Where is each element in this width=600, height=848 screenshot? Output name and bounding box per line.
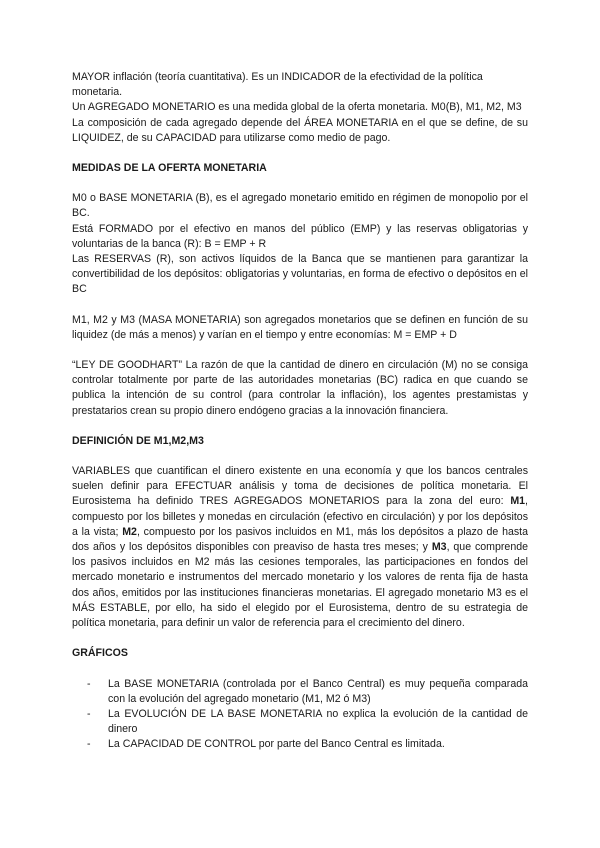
list-item-text: La CAPACIDAD DE CONTROL por parte del Banco Central es limitada.	[108, 738, 445, 751]
spacer	[72, 419, 528, 434]
section-heading-graficos: GRÁFICOS	[72, 647, 128, 660]
term-m3: M3	[431, 541, 447, 554]
term-m2: M2	[122, 525, 137, 538]
paragraph-goodhart: “LEY DE GOODHART” La razón de que la cantidad de dinero en circulación (M) no se consiga controlar totalmente por parte de las autoridades monetarias (BC) radica en que cuando se publica la intención de su control (para controlar la inflación), los agentes prestamistas y prestatarios crean su propio dinero endógeno gracias a la innovación financiera.	[72, 359, 528, 417]
paragraph-masa-monetaria: M1, M2 y M3 (MASA MONETARIA) son agregados monetarios que se definen en función de su liquidez (de más a menos) y varían en el tiempo y entre economías: M = EMP + D	[72, 313, 528, 341]
definicion-text-1: VARIABLES que cuantifican el dinero existente en una economía y que los bancos centrales suelen definir para EFECTUAR análisis y toma de decisiones de política monetaria. El Eurosistema ha definido TRES AGREGADOS MONETARIOS para la zona del euro:	[72, 465, 528, 508]
definicion-text-3: , compuesto por los pasivos incluidos en M1, más los depósitos a plazo de hasta dos años y los depósitos disponibles con preaviso de hasta tres meses; y	[72, 525, 528, 554]
paragraph-definicion-agregados	[72, 464, 528, 631]
spacer	[72, 449, 528, 464]
list-item	[72, 737, 528, 752]
dash-bullet: -	[87, 738, 91, 751]
spacer	[72, 298, 528, 313]
intro-paragraph-composicion: La composición de cada agregado depende del ÁREA MONETARIA en el que se define, de su LIQUIDEZ, de su CAPACIDAD para utilizarse como medio de pago.	[72, 116, 528, 144]
list-item	[72, 677, 528, 707]
intro-paragraph-agregado: Un AGREGADO MONETARIO es una medida global de la oferta monetaria. M0(B), M1, M2, M3	[72, 101, 522, 114]
list-item	[72, 707, 528, 737]
section-heading-medidas: MEDIDAS DE LA OFERTA MONETARIA	[72, 162, 267, 175]
paragraph-formado: Está FORMADO por el efectivo en manos del público (EMP) y las reservas obligatorias y voluntarias de la banca (R): B = EMP + R	[72, 222, 528, 250]
spacer	[72, 146, 528, 161]
definicion-text-4: , que comprende los pasivos incluidos en M2 más las cesiones temporales, las participaciones en fondos del mercado monetario e instrumentos del mercado monetario y los valores de renta fija de hasta dos años, emitidos por las instituciones financieras monetarias. El agregado monetario M3 es el MÁS ESTABLE, por ello, ha sido el elegido por el Eurosistema, dentro de su estrategia de política monetaria, para definir un valor de referencia para el crecimiento del dinero.	[72, 541, 528, 630]
section-heading-definicion: DEFINICIÓN DE M1,M2,M3	[72, 434, 204, 447]
document-page	[72, 70, 528, 753]
spacer	[72, 631, 528, 646]
definicion-text-2: , compuesto por los billetes y monedas en circulación (efectivo en circulación) y por los depósitos a la vista;	[72, 495, 528, 538]
dash-bullet: -	[87, 677, 91, 690]
paragraph-base-monetaria: M0 o BASE MONETARIA (B), es el agregado monetario emitido en régimen de monopolio por el BC.	[72, 192, 528, 220]
list-item-text: La BASE MONETARIA (controlada por el Banco Central) es muy pequeña comparada con la evolución del agregado monetario (M1, M2 ó M3)	[108, 677, 528, 705]
intro-paragraph-inflacion: MAYOR inflación (teoría cuantitativa). Es un INDICADOR de la efectividad de la política monetaria.	[72, 71, 483, 99]
paragraph-reservas: Las RESERVAS (R), son activos líquidos de la Banca que se mantienen para garantizar la convertibilidad de los depósitos: obligatorias y voluntarias, en forma de efectivo o depósitos en el BC	[72, 253, 528, 296]
list-item-text: La EVOLUCIÓN DE LA BASE MONETARIA no explica la evolución de la cantidad de dinero	[108, 707, 528, 736]
term-m1: M1	[510, 495, 526, 508]
spacer	[72, 662, 528, 677]
dash-bullet: -	[87, 707, 91, 720]
graficos-list	[72, 677, 528, 753]
spacer	[72, 176, 528, 191]
spacer	[72, 343, 528, 358]
